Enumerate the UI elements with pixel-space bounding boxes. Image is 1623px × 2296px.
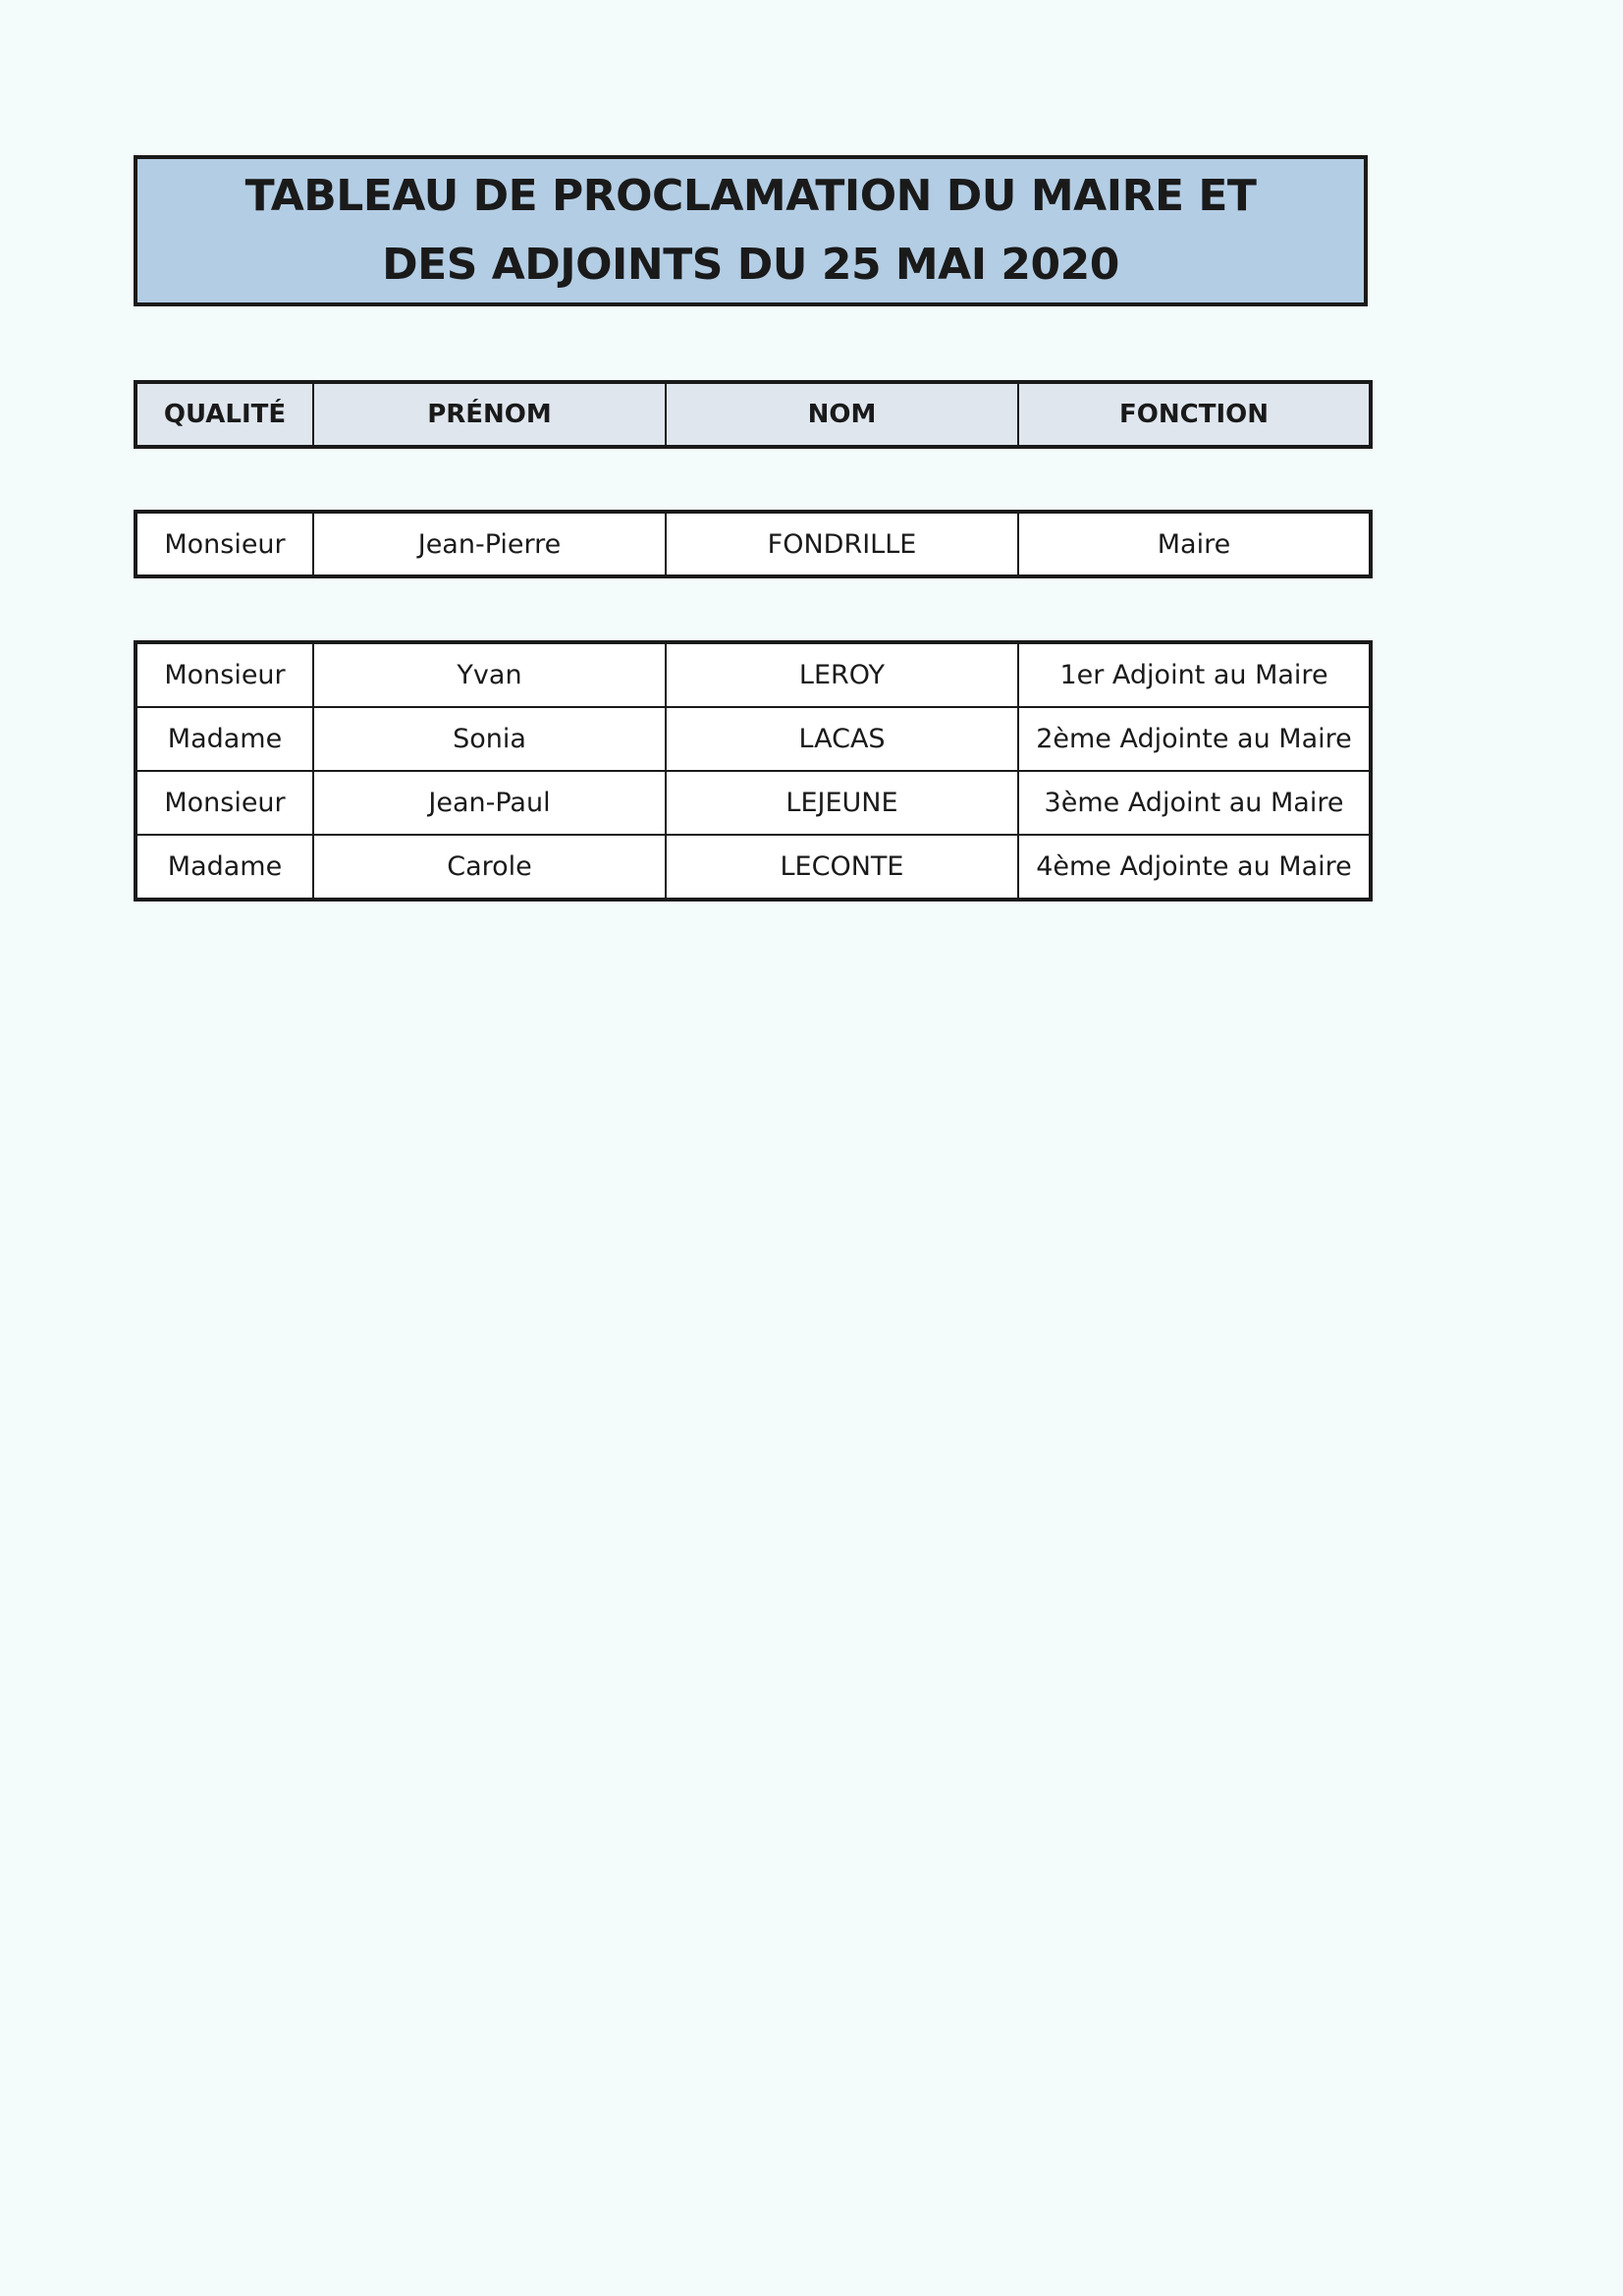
deputy-prenom: Yvan — [313, 642, 666, 707]
deputy-nom: LECONTE — [666, 835, 1018, 900]
deputy-prenom: Jean-Paul — [313, 771, 666, 835]
deputy-prenom: Sonia — [313, 707, 666, 771]
deputy-fonction: 3ème Adjoint au Maire — [1018, 771, 1371, 835]
table-row — [135, 642, 1371, 707]
column-header-table — [134, 380, 1373, 449]
mayor-qualite: Monsieur — [135, 512, 313, 576]
header-row — [135, 382, 1371, 447]
mayor-table — [134, 510, 1373, 578]
title-line-2: DES ADJOINTS DU 25 MAI 2020 — [382, 240, 1119, 290]
deputy-prenom: Carole — [313, 835, 666, 900]
table-row — [135, 835, 1371, 900]
deputy-qualite: Monsieur — [135, 642, 313, 707]
mayor-row — [135, 512, 1371, 576]
mayor-fonction: Maire — [1018, 512, 1371, 576]
deputy-qualite: Madame — [135, 707, 313, 771]
deputy-qualite: Monsieur — [135, 771, 313, 835]
header-nom: NOM — [666, 382, 1018, 447]
deputy-fonction: 1er Adjoint au Maire — [1018, 642, 1371, 707]
mayor-nom: FONDRILLE — [666, 512, 1018, 576]
deputy-nom: LEROY — [666, 642, 1018, 707]
document-title — [134, 155, 1368, 306]
table-row — [135, 771, 1371, 835]
deputy-nom: LACAS — [666, 707, 1018, 771]
deputy-qualite: Madame — [135, 835, 313, 900]
header-prenom: PRÉNOM — [313, 382, 666, 447]
table-row — [135, 707, 1371, 771]
header-qualite: QUALITÉ — [135, 382, 313, 447]
deputy-nom: LEJEUNE — [666, 771, 1018, 835]
mayor-prenom: Jean-Pierre — [313, 512, 666, 576]
deputy-fonction: 2ème Adjointe au Maire — [1018, 707, 1371, 771]
title-line-1: TABLEAU DE PROCLAMATION DU MAIRE ET — [244, 171, 1257, 221]
deputy-fonction: 4ème Adjointe au Maire — [1018, 835, 1371, 900]
deputies-table — [134, 640, 1373, 902]
header-fonction: FONCTION — [1018, 382, 1371, 447]
